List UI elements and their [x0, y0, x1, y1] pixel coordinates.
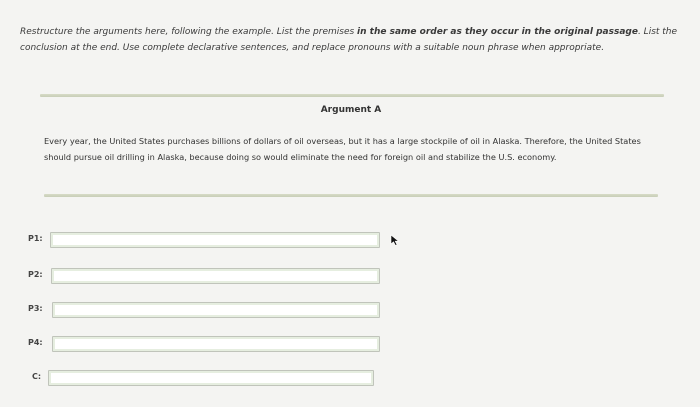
premise-2-row — [28, 268, 380, 286]
premise-3-label: P3: — [28, 304, 43, 313]
premise-3-row — [28, 302, 380, 320]
mouse-cursor-icon — [390, 234, 400, 246]
premise-1-input[interactable] — [50, 232, 380, 248]
premise-4-input[interactable] — [52, 336, 380, 352]
premise-2-label: P2: — [28, 270, 43, 279]
premise-2-input[interactable] — [51, 268, 380, 284]
divider-top — [40, 94, 664, 97]
conclusion-row — [28, 370, 374, 388]
instructions-part-1: Restructure the arguments here, following the example. List the premises — [20, 27, 358, 37]
instructions-emphasis: in the same order as they occur in the original passage — [357, 27, 638, 37]
premise-4-label: P4: — [28, 338, 43, 347]
instructions-part-2: . List the conclusion at the end. Use complete declarative sentences, and replace pronouns with a suitable noun phrase when appropriate. — [20, 27, 678, 53]
instructions-text — [20, 24, 688, 56]
argument-text: Every year, the United States purchases billions of dollars of oil overseas, but it has a large stockpile of oil in Alaska. Therefore, the United States should pursue oil drilling in Alaska, because doing so would eliminate the need for foreign oil and stabilize the U.S. economy. — [44, 136, 641, 162]
premise-1-row — [28, 232, 380, 250]
argument-panel — [38, 94, 664, 200]
premise-4-row — [28, 336, 380, 354]
argument-title: Argument A — [320, 105, 382, 115]
conclusion-label: C: — [32, 372, 42, 381]
premise-3-input[interactable] — [52, 302, 380, 318]
divider-bottom — [44, 194, 658, 197]
conclusion-input[interactable] — [48, 370, 374, 386]
premise-1-label: P1: — [28, 234, 43, 243]
